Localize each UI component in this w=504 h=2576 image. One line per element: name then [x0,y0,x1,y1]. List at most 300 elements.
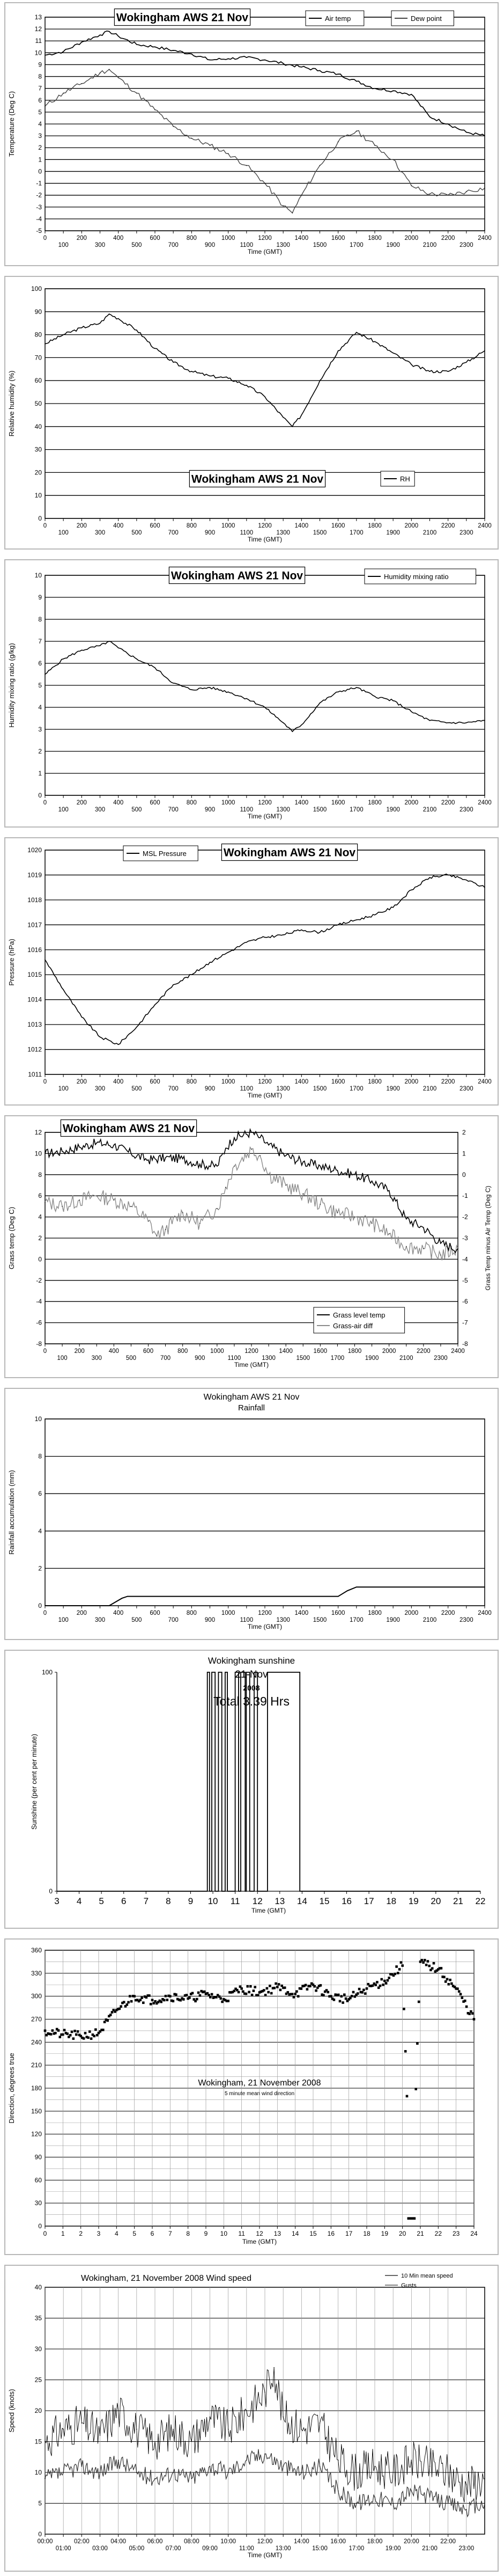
x-tick-label: 900 [204,530,216,536]
rh-point [338,350,339,352]
x-tick-label: 13 [273,2230,281,2237]
x-tick-label: 1400 [294,800,309,806]
y-tick-label: 0 [38,515,42,522]
y-tick-label: -4 [36,215,42,223]
wind-direction-point [401,1964,404,1967]
wind-direction-point [404,2050,407,2053]
chart-title: Wokingham, 21 November 2008 Wind speed [80,2274,252,2283]
x-tick-label: 08:00 [183,2538,199,2545]
wind-direction-point [342,2001,344,2004]
x-tick-label: 700 [160,1355,171,1362]
x-tick-label: 09:00 [202,2545,218,2552]
temperature-chart [5,3,498,265]
x-tick-label: 1000 [210,1348,224,1355]
x-tick-label: 700 [168,242,179,248]
x-tick-label: 10 [220,2230,228,2237]
mixing-ratio-point [109,641,110,642]
x-tick-label: 100 [58,1617,69,1623]
x-tick-label: 400 [113,235,124,241]
y-tick-label: 90 [34,2153,42,2161]
x-axis-title: Time (GMT) [251,1907,286,1914]
x-tick-label: 1000 [221,1610,235,1616]
dew-point-point [136,93,137,94]
x-tick-label: 1900 [386,1086,400,1092]
mean-speed-point [392,2503,394,2504]
dew-point-point [338,141,339,142]
wind-direction-point [425,1964,428,1966]
x-tick-label: 13:00 [275,2545,291,2552]
wind-direction-point [84,2032,87,2035]
grass-temp-point [423,1227,424,1228]
wind-direction-point [379,1985,382,1987]
y-tick-label: 9 [38,594,42,601]
dew-point-point [118,77,119,78]
y-axis-title: Rainfall accumulation (mm) [8,1470,16,1555]
wind-direction-point [139,1999,142,2001]
wind-direction-point [54,2032,57,2035]
rh-point [45,343,46,345]
msl-pressure-point [63,989,64,990]
x-tick-label: 2000 [404,235,419,241]
x-tick-label: 11 [230,1896,240,1906]
wind-direction-point [444,1980,447,1983]
x-tick-label: 05:00 [129,2545,145,2552]
legend-mean-speed-label: 10 Min mean speed [401,2273,453,2279]
y-tick-label: 10 [34,1150,42,1158]
y-tick-label: 1016 [27,946,42,954]
x-axis-title: Time (GMT) [247,1623,283,1630]
x-tick-label: 07:00 [165,2545,181,2552]
y-tick-label: 4 [38,1213,42,1221]
wind-direction-point [126,2003,129,2006]
wind-direction-point [383,1980,386,1982]
grass-temp-chart [5,1116,498,1377]
wind-direction-point [51,2029,54,2032]
wind-direction-point [345,1997,347,2000]
x-tick-label: 500 [131,1617,142,1623]
x-tick-label: 1200 [258,235,272,241]
x-tick-label: 200 [76,800,87,806]
mean-speed-point [100,2472,101,2473]
x-tick-label: 1500 [313,1086,327,1092]
mixing-ratio-point [118,648,119,649]
gusts-point [466,2484,467,2485]
mixing-ratio-point [338,692,339,693]
x-tick-label: 04:00 [110,2538,127,2545]
wind-direction-point [169,1995,172,1997]
wind-direction-point [327,1991,330,1994]
x-tick-label: 1500 [313,530,327,536]
x-tick-label: 500 [125,1355,137,1362]
x-tick-label: 2100 [423,807,437,813]
rh-point [118,318,119,319]
rh-point [246,385,247,386]
wind-direction-point [468,2012,471,2015]
x-tick-label: 1000 [221,523,235,529]
gusts-point [264,2392,265,2393]
wind-direction-point [278,1983,280,1986]
y-tick-label: 0 [38,167,42,175]
x-tick-label: 19 [381,2230,389,2237]
y-tick-label: 0 [38,792,42,799]
chart-panel-wind-direction [4,1938,499,2255]
legend-rh-label: RH [400,475,410,483]
x-tick-label: 16:00 [330,2538,346,2545]
gusts-point [100,2435,101,2436]
mixing-ratio-point [264,707,265,708]
x-tick-label: 02:00 [73,2538,90,2545]
y-axis-title: Humidity mixing ratio (g/kg) [8,643,16,728]
y-axis-title: Grass temp (Deg C) [8,1206,16,1270]
x-tick-label: 11 [238,2230,245,2237]
y-tick-label: 2 [38,748,42,755]
chart-title: Wokingham AWS 21 Nov [223,846,356,859]
x-tick-label: 1700 [350,1086,364,1092]
msl-pressure-point [411,890,412,891]
x-tick-label: 1400 [294,235,309,241]
grass-temp-point [285,1155,286,1157]
y2-tick-label: -2 [462,1213,468,1221]
wind-direction-point [294,1993,297,1995]
x-tick-label: 800 [186,1610,197,1616]
grass-temp-point [260,1137,261,1138]
x-tick-label: 23 [452,2230,460,2237]
rainfall-point [338,1596,339,1597]
grass-temp-point [440,1243,441,1244]
grass-temp-point [354,1174,355,1175]
wind-direction-point [414,2088,417,2090]
wind-direction-point [306,1988,309,1990]
y2-tick-label: 2 [462,1129,466,1136]
wind-direction-point [50,2033,53,2036]
wind-direction-point [150,2003,152,2006]
wind-direction-point [140,1996,143,1999]
x-tick-label: 900 [204,1086,216,1092]
air-temp-point [228,58,229,60]
x-tick-label: 10:00 [220,2538,236,2545]
mean-speed-point [154,2478,155,2479]
wind-direction-point [88,2030,91,2033]
x-tick-label: 200 [74,1348,85,1355]
grass-air-diff-point [114,1199,115,1201]
wind-direction-point [44,2030,47,2032]
wind-direction-point [398,1968,401,1971]
wind-direction-point [418,2001,420,2003]
y-tick-label: 6 [38,660,42,667]
x-tick-label: 12 [252,1896,263,1906]
grass-air-diff-point [217,1208,218,1209]
wind-direction-point [249,1985,252,1988]
pressure-chart [5,838,498,1104]
x-tick-label: 400 [113,523,124,529]
y-tick-label: 50 [34,400,42,407]
y-tick-label: 10 [34,492,42,500]
x-tick-label: 1200 [244,1348,258,1355]
grass-air-diff-point [62,1206,63,1207]
y-tick-label: 100 [31,285,42,292]
x-tick-label: 300 [94,1086,106,1092]
y-tick-label: 80 [34,331,42,339]
grass-air-diff-point [337,1212,338,1213]
wind-direction-point [291,1993,294,1995]
x-tick-label: 03:00 [92,2545,108,2552]
wind-direction-point [287,1991,290,1994]
grass-air-diff-point [406,1246,407,1247]
y-tick-label: 30 [34,445,42,453]
x-tick-label: 14:00 [293,2538,309,2545]
y-tick-label: -5 [36,227,42,235]
y-tick-label: 9 [38,61,42,69]
x-tick-label: 00:00 [37,2538,53,2545]
y-tick-label: 10 [34,1415,42,1423]
mixing-ratio-point [448,722,449,723]
x-tick-label: 600 [143,1348,154,1355]
x-tick-label: 13 [275,1896,285,1906]
gusts-point [228,2429,229,2430]
x-tick-label: 8 [166,1896,171,1906]
y2-tick-label: -5 [462,1276,468,1284]
grass-temp-point [251,1132,252,1133]
msl-pressure-point [246,942,247,943]
x-tick-label: 8 [186,2230,190,2237]
y-tick-label: 8 [38,616,42,623]
dew-point-point [411,185,412,186]
grass-air-diff-point [303,1194,304,1195]
x-tick-label: 2000 [404,1610,419,1616]
x-tick-label: 2200 [441,235,455,241]
x-tick-label: 100 [58,530,69,536]
wind-direction-point [443,1976,446,1979]
x-tick-label: 1200 [258,1610,272,1616]
grass-temp-point [303,1161,304,1162]
gusts-point [173,2429,174,2430]
y-tick-label: 40 [34,422,42,430]
rh-point [484,350,485,352]
x-tick-label: 0 [43,800,47,806]
wind-direction-point [66,2032,69,2035]
y-tick-label: 8 [38,1452,42,1460]
air-temp-point [301,67,302,68]
wind-direction-point [63,2029,66,2032]
x-tick-label: 800 [186,523,197,529]
air-temp-point [320,70,321,71]
grass-air-diff-point [423,1248,424,1249]
x-tick-label: 12 [256,2230,263,2237]
humidity-chart [5,277,498,548]
y-tick-label: 35 [34,2314,42,2322]
air-temp-point [264,60,265,61]
x-tick-label: 14 [297,1896,307,1906]
x-tick-label: 7 [168,2230,172,2237]
x-tick-label: 200 [76,235,87,241]
grass-air-diff-point [165,1229,166,1230]
wind-direction-point [433,1962,435,1965]
wind-direction-point [247,1985,249,1988]
x-tick-label: 1300 [276,530,290,536]
x-tick-label: 600 [150,1079,160,1085]
y-axis-title: Relative humidity (%) [8,370,16,437]
wind-direction-point [148,1994,151,1997]
y-tick-label: 150 [31,2107,42,2115]
wind-direction-point [106,2019,109,2022]
y-tick-label: 30 [34,2199,42,2207]
grass-air-diff-point [320,1204,321,1205]
wind-direction-point [464,2000,466,2002]
mixing-ratio-point [154,667,155,668]
wind-direction-point [428,1965,431,1967]
legend-pressure-label: MSL Pressure [143,850,187,858]
x-tick-label: 700 [168,1617,179,1623]
x-tick-label: 800 [186,1079,197,1085]
wind-direction-point [382,1984,384,1986]
wind-direction-point [129,1995,131,1997]
mixing-ratio-point [63,658,64,660]
wind-direction-point [263,1989,265,1992]
wind-direction-point [320,1984,322,1987]
gusts-point [429,2466,431,2467]
x-axis-title: Time (GMT) [234,1361,269,1368]
x-tick-label: 2400 [478,1079,492,1085]
wind-direction-point [276,1986,279,1988]
chart-title: Wokingham, 21 November 2008 [198,2079,321,2088]
rainfall-chart [5,1389,498,1639]
x-tick-label: 1100 [240,242,254,248]
rh-point [429,371,431,372]
y-tick-label: 120 [31,2130,42,2138]
msl-pressure-point [392,907,394,908]
grass-air-diff-point [45,1202,46,1203]
rh-point [411,364,412,365]
x-tick-label: 2400 [451,1348,465,1355]
x-tick-label: 700 [168,1086,179,1092]
x-tick-label: 1300 [262,1355,276,1362]
mixing-ratio-point [45,674,46,675]
x-tick-label: 1600 [331,1079,345,1085]
x-tick-label: 16 [327,2230,335,2237]
dew-point-point [100,72,101,74]
wind-direction-point [314,1985,316,1988]
mean-speed-point [210,2466,211,2467]
gusts-point [320,2423,321,2424]
x-tick-label: 2000 [404,523,419,529]
y2-tick-label: -3 [462,1234,468,1242]
msl-pressure-point [100,1037,101,1038]
rainfall-point [356,1586,357,1587]
x-axis-title: Time (GMT) [247,813,283,820]
wind-direction-point [357,1992,359,1995]
dew-point-point [429,194,431,195]
wind-direction-point [87,2037,90,2039]
x-tick-label: 1800 [368,800,382,806]
grass-temp-point [389,1190,390,1191]
air-temp-point [338,74,339,75]
wind-direction-point [351,1995,353,1997]
wind-direction-point [94,2029,97,2031]
mixing-ratio-point [173,683,174,684]
x-tick-label: 1700 [350,242,364,248]
wind-direction-point [284,1987,286,1989]
gusts-point [448,2472,449,2473]
x-tick-label: 2100 [399,1355,413,1362]
air-temp-point [448,123,449,125]
chart-panel-mixing-ratio [4,559,499,828]
x-axis-title: Time (GMT) [247,1092,283,1099]
y-tick-label: 12 [34,25,42,33]
legend-grass-label: Grass level temp [333,1311,386,1319]
gusts-point [81,2423,83,2424]
x-tick-label: 1500 [313,807,327,813]
x-tick-label: 19:00 [385,2545,401,2552]
y-tick-label: 330 [31,1969,42,1977]
grass-air-diff-point [285,1185,286,1186]
y-tick-label: 1019 [27,871,42,879]
rh-point [264,396,265,397]
x-tick-label: 2200 [441,523,455,529]
x-tick-label: 2100 [423,1617,437,1623]
wind-direction-point [465,2006,468,2008]
x-tick-label: 14 [291,2230,299,2237]
x-tick-label: 600 [150,800,160,806]
air-temp-point [374,88,375,89]
gusts-point [392,2472,394,2473]
msl-pressure-point [484,887,485,888]
wind-direction-point [374,1984,377,1986]
air-temp-point [246,57,247,58]
y-axis-title: Pressure (hPa) [8,939,16,986]
x-tick-label: 1500 [313,1617,327,1623]
x-tick-label: 1600 [331,1610,345,1616]
grass-temp-point [225,1148,226,1149]
grass-air-diff-point [354,1217,355,1218]
x-tick-label: 1700 [350,1617,364,1623]
mean-speed-point [264,2454,265,2455]
x-tick-label: 3 [54,1896,60,1906]
legend-mixing-ratio-label: Humidity mixing ratio [384,573,449,581]
y-tick-label: 3 [38,132,42,140]
wind-direction-point [394,1973,397,1975]
mixing-ratio-point [392,700,394,701]
wind-direction-point [458,1990,461,1993]
y2-tick-label: 0 [462,1170,466,1179]
x-tick-label: 500 [131,242,142,248]
wind-direction-point [165,1995,167,1997]
y-tick-label: 7 [38,638,42,645]
grass-temp-point [114,1145,115,1146]
y-tick-label: 10 [34,572,42,579]
x-tick-label: 01:00 [55,2545,71,2552]
grass-temp-point [62,1151,63,1152]
y-tick-label: 60 [34,377,42,385]
x-axis-title: Time (GMT) [247,2551,283,2559]
y-tick-label: 4 [38,120,42,128]
wind-direction-point [166,1999,169,2001]
x-tick-label: 2200 [417,1348,431,1355]
x-tick-label: 21 [453,1896,463,1906]
x-tick-label: 1000 [221,800,235,806]
y-tick-label: 0 [49,1887,53,1895]
y-tick-label: 6 [38,96,42,104]
mean-speed-point [63,2472,64,2473]
grass-temp-point [148,1159,149,1160]
x-tick-label: 0 [43,523,47,529]
mixing-ratio-point [228,692,229,693]
dew-point-point [301,195,302,196]
wind-direction-point [163,1999,166,2002]
plot-area [45,1419,485,1606]
y-tick-label: 100 [41,1668,53,1676]
x-tick-label: 15 [309,2230,317,2237]
air-temp-point [136,44,137,45]
